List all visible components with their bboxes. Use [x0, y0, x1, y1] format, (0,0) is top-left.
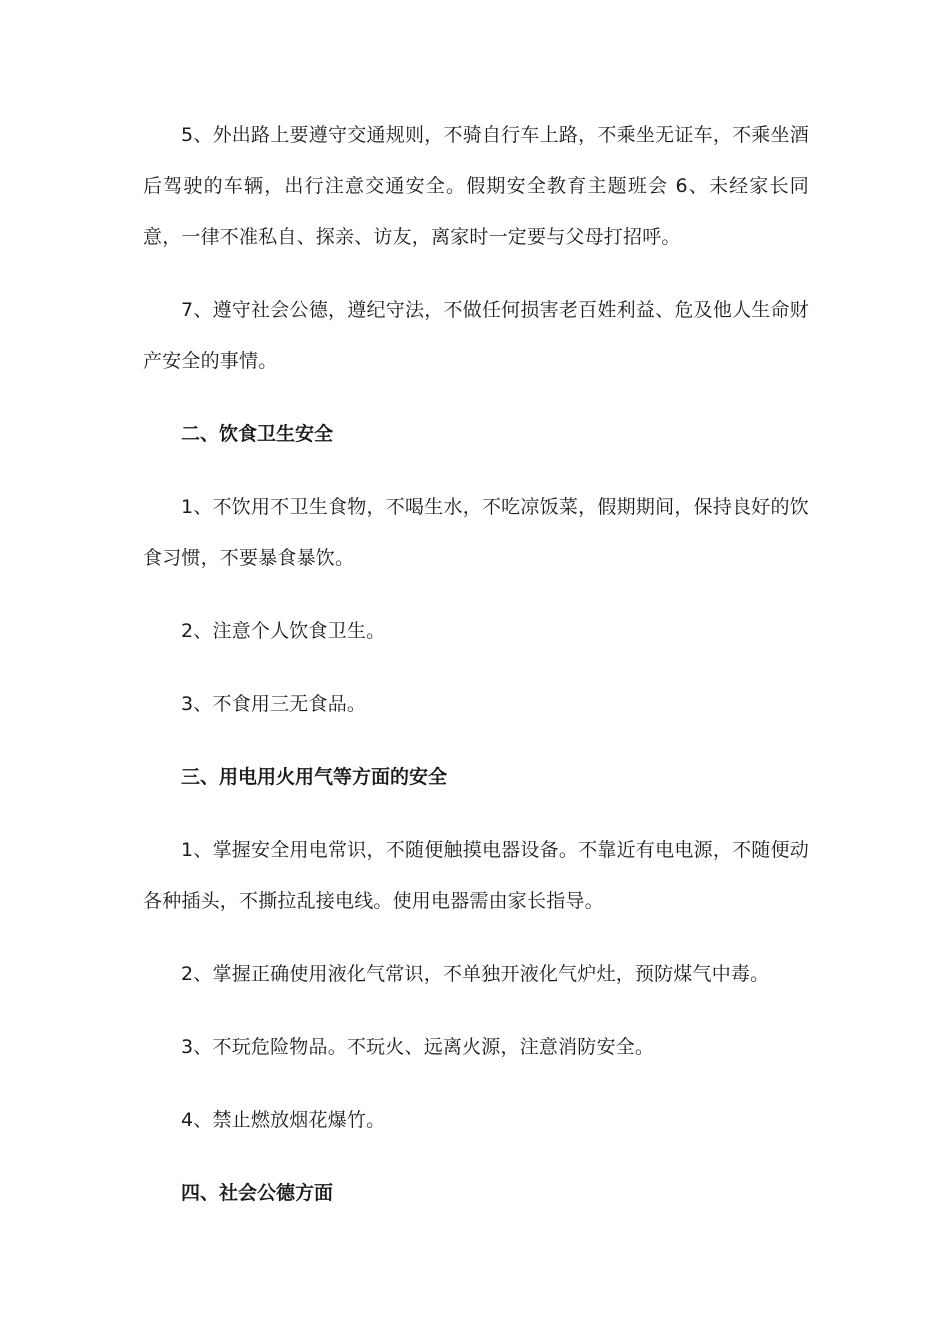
document-body [143, 110, 809, 1219]
section-heading-electric-fire-gas: 三、用电用火用气等方面的安全 [181, 766, 448, 788]
paragraph-food-habits: 1、不饮用不卫生食物，不喝生水，不吃凉饭菜，假期期间，保持良好的饮食习惯，不要暴食暴饮。 [143, 496, 809, 569]
paragraph-traffic-rules: 5、外出路上要遵守交通规则，不骑自行车上路，不乘坐无证车，不乘坐酒后驾驶的车辆，出行注意交通安全。假期安全教育主题班会 6、未经家长同意，一律不准私自、探亲、访友，离家时一定要与父母打招呼。 [143, 124, 809, 248]
paragraph-food-hygiene: 2、注意个人饮食卫生。 [181, 620, 386, 642]
section-heading-food-safety: 二、饮食卫生安全 [181, 423, 334, 445]
paragraph-electric-safety: 1、掌握安全用电常识，不随便触摸电器设备。不靠近有电电源，不随便动各种插头，不撕拉乱接电线。使用电器需由家长指导。 [143, 839, 809, 912]
paragraph-fire-safety: 3、不玩危险物品。不玩火、远离火源，注意消防安全。 [181, 1036, 655, 1058]
paragraph-fireworks-ban: 4、禁止燃放烟花爆竹。 [181, 1109, 386, 1131]
paragraph-no-unlabeled-food: 3、不食用三无食品。 [181, 693, 367, 715]
section-heading-public-morality: 四、社会公德方面 [181, 1182, 334, 1204]
paragraph-social-ethics: 7、遵守社会公德，遵纪守法，不做任何损害老百姓利益、危及他人生命财产安全的事情。 [143, 299, 809, 372]
paragraph-gas-safety: 2、掌握正确使用液化气常识，不单独开液化气炉灶，预防煤气中毒。 [181, 963, 770, 985]
